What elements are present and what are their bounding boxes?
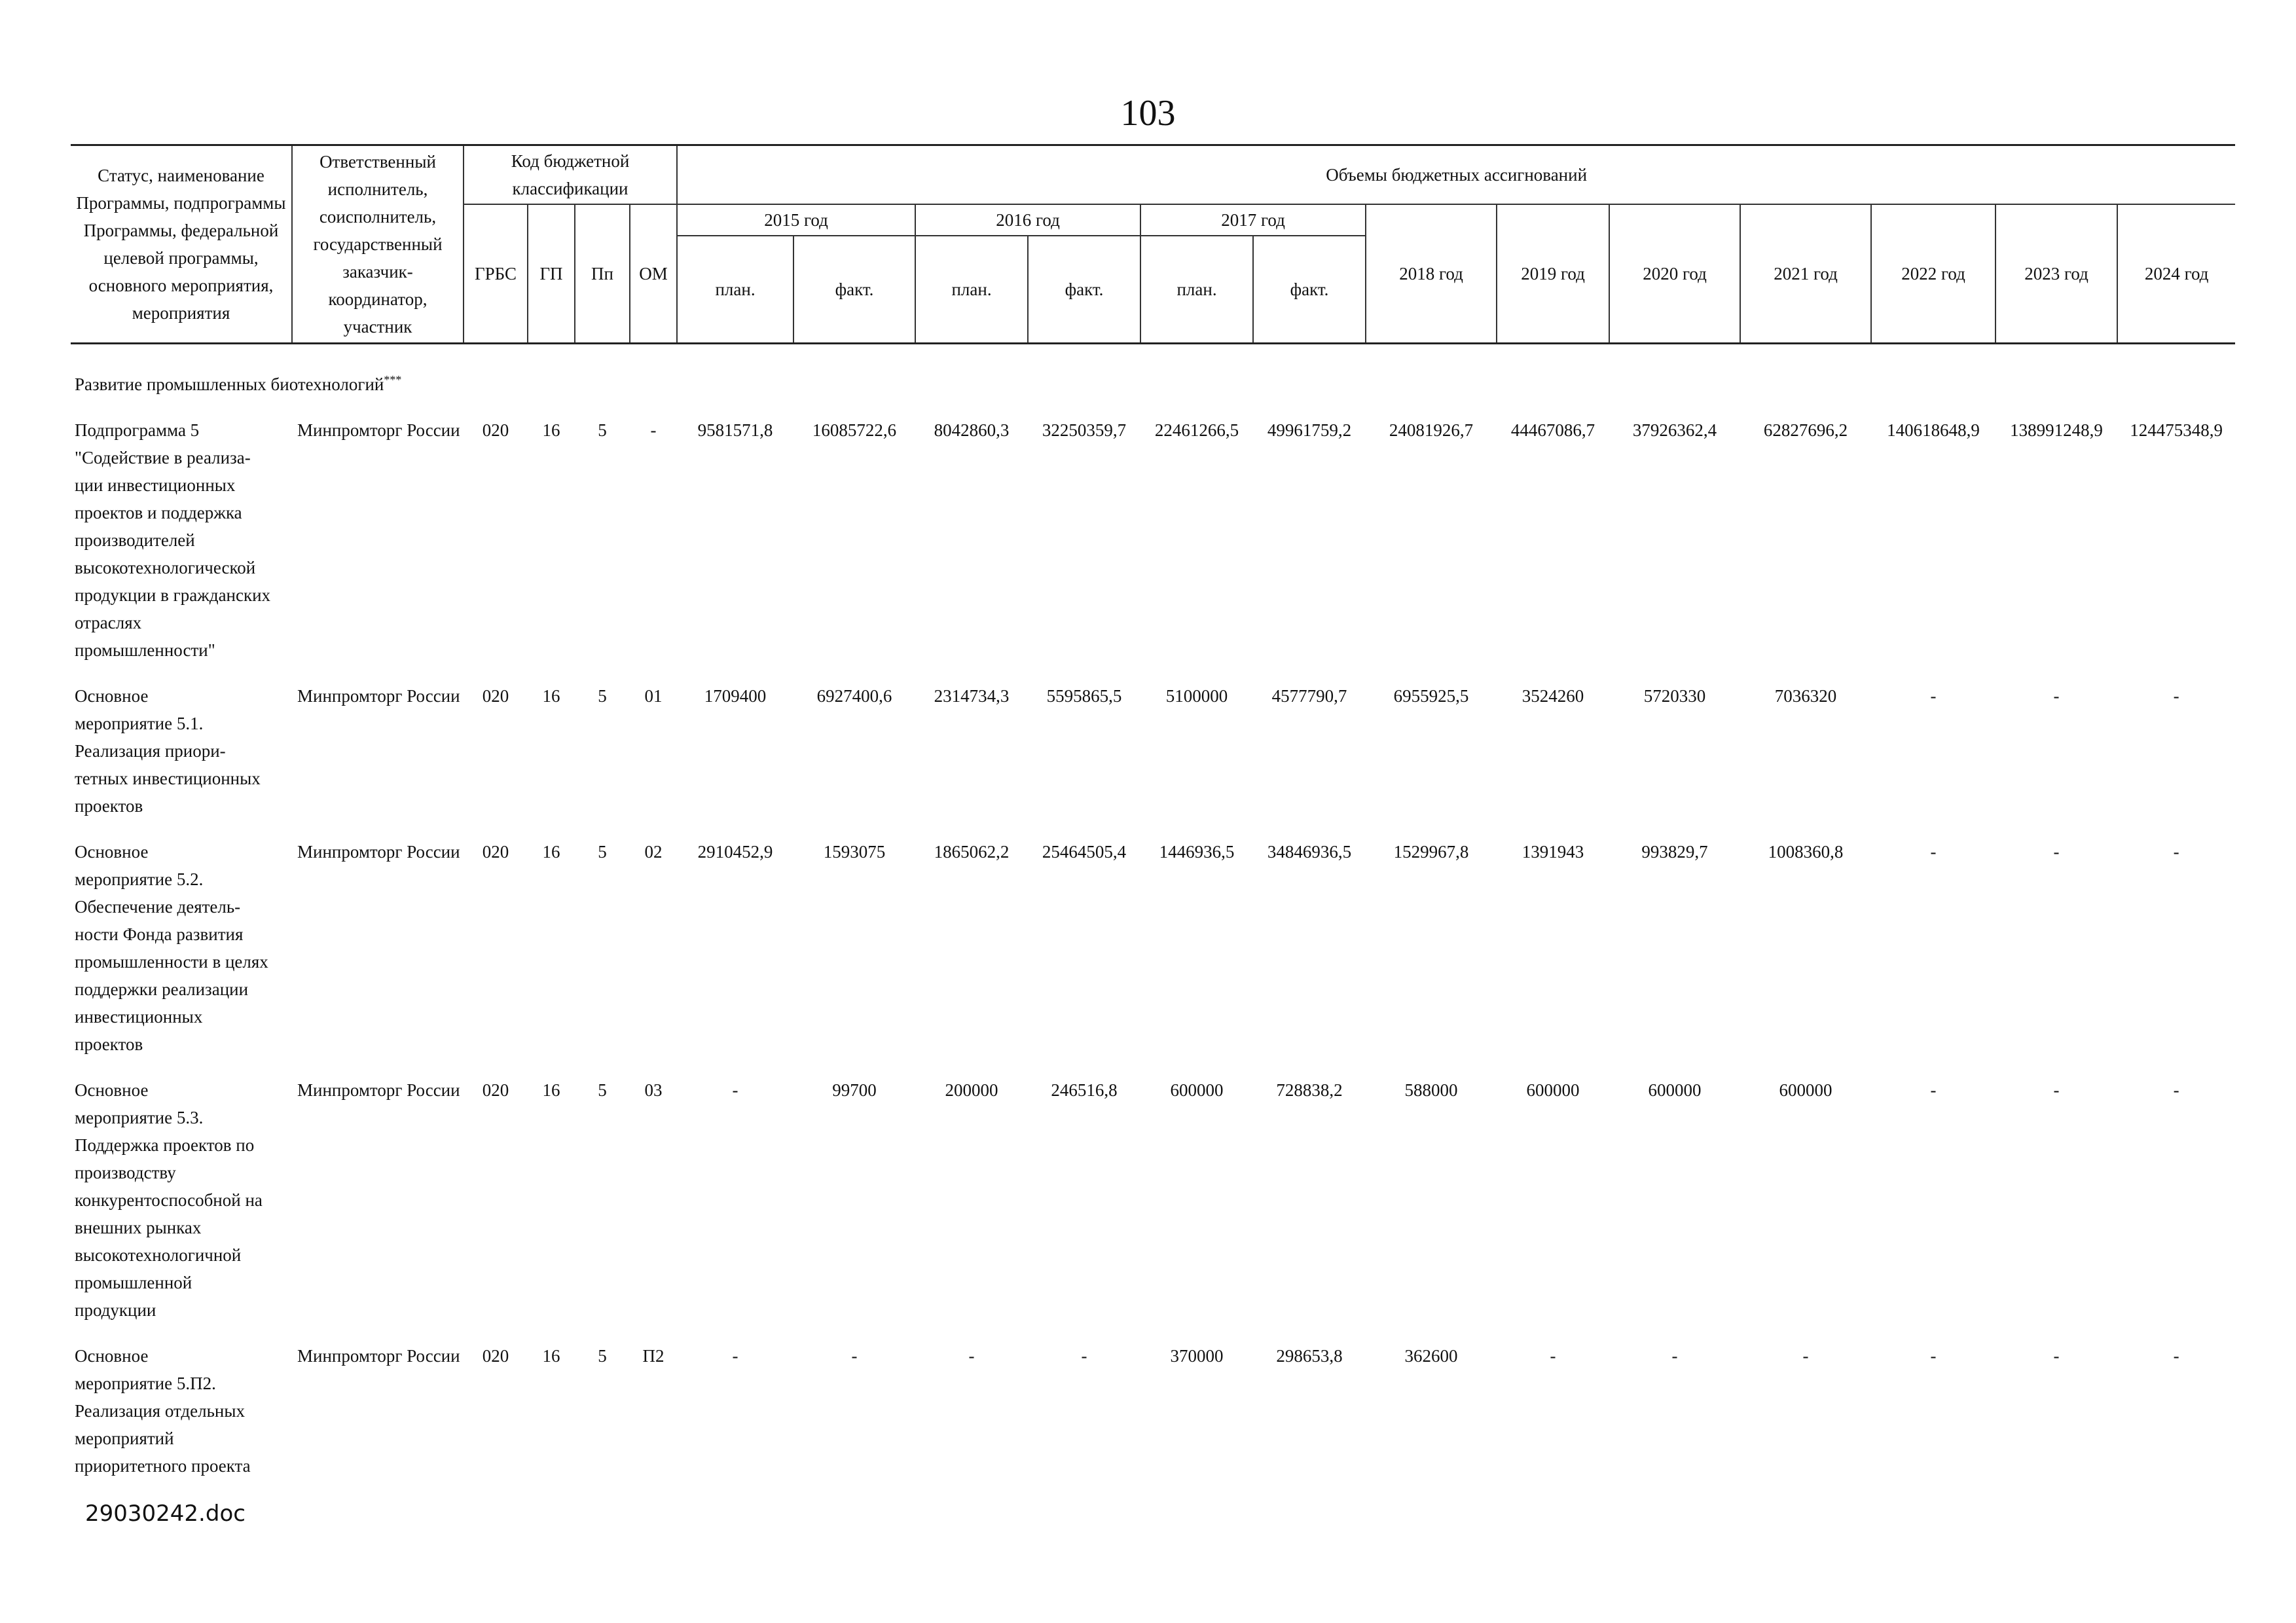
row-name-text: Основное мероприятие 5.1. Реализация приори- тетных инвестиционных проектов bbox=[75, 685, 261, 816]
cell-p2017: 370000 bbox=[1170, 1345, 1224, 1366]
cell-p2015: 1709400 bbox=[704, 685, 767, 706]
cell-gp: 16 bbox=[542, 420, 560, 440]
cell-p2017: 1446936,5 bbox=[1159, 841, 1235, 862]
cell-p2015: - bbox=[732, 1080, 738, 1100]
cell-y2023: - bbox=[2053, 1080, 2060, 1100]
cell-p2016: - bbox=[968, 1345, 975, 1366]
cell-y2022: - bbox=[1930, 841, 1937, 862]
cell-y2018: 1529967,8 bbox=[1393, 841, 1469, 862]
table-row bbox=[71, 1330, 2235, 1486]
cell-y2019: 3524260 bbox=[1522, 685, 1584, 706]
cell-y2021: - bbox=[1802, 1345, 1809, 1366]
cell-y2022: - bbox=[1930, 685, 1937, 706]
cell-p2015: 9581571,8 bbox=[697, 420, 773, 440]
section-row bbox=[71, 343, 2235, 405]
table-header bbox=[71, 145, 2235, 344]
cell-f2015: - bbox=[851, 1345, 858, 1366]
cell-grbs: 020 bbox=[482, 1345, 509, 1366]
cell-y2024: - bbox=[2173, 685, 2179, 706]
cell-f2015: 99700 bbox=[832, 1080, 877, 1100]
cell-f2015: 1593075 bbox=[823, 841, 886, 862]
cell-y2023: - bbox=[2053, 841, 2060, 862]
cell-p2016: 8042860,3 bbox=[934, 420, 1010, 440]
table-row bbox=[71, 826, 2235, 1065]
footer-filename: 29030242.doc bbox=[85, 1501, 246, 1527]
cell-grbs: 020 bbox=[482, 685, 509, 706]
cell-om: - bbox=[650, 420, 657, 440]
row-executor: Минпромторг России bbox=[297, 420, 460, 440]
header-fact-2016: факт. bbox=[1028, 236, 1140, 343]
cell-gp: 16 bbox=[542, 1080, 560, 1100]
row-name bbox=[71, 1330, 292, 1486]
section-footnote-mark: *** bbox=[384, 373, 402, 386]
cell-y2024: - bbox=[2173, 841, 2179, 862]
row-name bbox=[71, 405, 292, 670]
header-year-2022: 2022 год bbox=[1871, 204, 1995, 343]
cell-p2017: 22461266,5 bbox=[1154, 420, 1239, 440]
header-pp: Пп bbox=[575, 204, 630, 343]
cell-f2015: 6927400,6 bbox=[816, 685, 892, 706]
table-row bbox=[71, 1065, 2235, 1330]
cell-y2022: 140618648,9 bbox=[1887, 420, 1980, 440]
cell-y2018: 588000 bbox=[1404, 1080, 1458, 1100]
row-name-text: Основное мероприятие 5.2. Обеспечение деятель- ности Фонда развития промышленности в целях поддержки реализации инвестиционных проектов bbox=[75, 841, 268, 1054]
section-title-cell bbox=[71, 343, 464, 405]
header-status-name: Статус, наименование Программы, подпрограммы Программы, федеральной целевой программы, основного мероприятия, мероприятия bbox=[71, 145, 292, 344]
row-name-text: Основное мероприятие 5.3. Поддержка проектов по производству конкурентоспособной на внешних рынках высокотехнологичной промышленной продукции bbox=[75, 1080, 263, 1320]
header-year-2015: 2015 год bbox=[677, 204, 915, 236]
cell-y2023: - bbox=[2053, 685, 2060, 706]
cell-y2019: 1391943 bbox=[1522, 841, 1584, 862]
cell-f2017: 298653,8 bbox=[1276, 1345, 1343, 1366]
header-om: ОМ bbox=[630, 204, 677, 343]
cell-y2019: 600000 bbox=[1526, 1080, 1580, 1100]
cell-gp: 16 bbox=[542, 841, 560, 862]
header-volumes: Объемы бюджетных ассигнований bbox=[677, 145, 2235, 205]
row-name-text: Подпрограмма 5 "Содействие в реализа- ции инвестиционных проектов и поддержка производителей высокотехнологической продукции в гражданских отраслях промышленности" bbox=[75, 420, 271, 660]
header-year-2018: 2018 год bbox=[1366, 204, 1497, 343]
cell-y2020: 5720330 bbox=[1643, 685, 1706, 706]
cell-y2021: 7036320 bbox=[1774, 685, 1837, 706]
cell-y2024: - bbox=[2173, 1080, 2179, 1100]
cell-y2018: 24081926,7 bbox=[1389, 420, 1474, 440]
cell-f2016: 5595865,5 bbox=[1046, 685, 1122, 706]
cell-p2016: 1865062,2 bbox=[934, 841, 1010, 862]
cell-grbs: 020 bbox=[482, 420, 509, 440]
row-executor: Минпромторг России bbox=[297, 841, 460, 862]
header-fact-2015: факт. bbox=[793, 236, 915, 343]
cell-f2017: 4577790,7 bbox=[1271, 685, 1347, 706]
row-name-text: Основное мероприятие 5.П2. Реализация отдельных мероприятий приоритетного проекта bbox=[75, 1345, 251, 1476]
header-gp: ГП bbox=[528, 204, 575, 343]
cell-f2016: 32250359,7 bbox=[1042, 420, 1127, 440]
table-row bbox=[71, 670, 2235, 826]
header-fact-2017: факт. bbox=[1253, 236, 1366, 343]
header-year-2024: 2024 год bbox=[2117, 204, 2235, 343]
row-name bbox=[71, 826, 292, 1065]
table-row bbox=[71, 405, 2235, 670]
cell-p2017: 5100000 bbox=[1165, 685, 1228, 706]
cell-p2015: - bbox=[732, 1345, 738, 1366]
cell-y2020: - bbox=[1671, 1345, 1678, 1366]
cell-pp: 5 bbox=[598, 1080, 607, 1100]
cell-pp: 5 bbox=[598, 685, 607, 706]
cell-om: 02 bbox=[644, 841, 663, 862]
row-executor: Минпромторг России bbox=[297, 1345, 460, 1366]
cell-p2016: 2314734,3 bbox=[934, 685, 1010, 706]
cell-grbs: 020 bbox=[482, 841, 509, 862]
cell-grbs: 020 bbox=[482, 1080, 509, 1100]
cell-y2021: 62827696,2 bbox=[1763, 420, 1848, 440]
header-year-2017: 2017 год bbox=[1140, 204, 1366, 236]
row-name bbox=[71, 1065, 292, 1330]
header-year-2020: 2020 год bbox=[1609, 204, 1740, 343]
header-responsible: Ответственный исполнитель, соисполнитель, государственный заказчик-координатор, участник bbox=[292, 145, 464, 344]
cell-y2023: 138991248,9 bbox=[2010, 420, 2103, 440]
cell-y2019: - bbox=[1550, 1345, 1556, 1366]
header-year-2021: 2021 год bbox=[1740, 204, 1871, 343]
cell-p2017: 600000 bbox=[1170, 1080, 1224, 1100]
header-budget-code: Код бюджетной классификации bbox=[464, 145, 677, 205]
cell-y2018: 6955925,5 bbox=[1393, 685, 1469, 706]
header-year-2016: 2016 год bbox=[915, 204, 1140, 236]
cell-y2020: 600000 bbox=[1648, 1080, 1702, 1100]
cell-p2016: 200000 bbox=[945, 1080, 998, 1100]
cell-pp: 5 bbox=[598, 1345, 607, 1366]
cell-f2016: 246516,8 bbox=[1051, 1080, 1118, 1100]
cell-om: П2 bbox=[642, 1345, 665, 1366]
cell-gp: 16 bbox=[542, 1345, 560, 1366]
cell-y2024: 124475348,9 bbox=[2130, 420, 2223, 440]
cell-om: 01 bbox=[644, 685, 663, 706]
cell-f2016: - bbox=[1081, 1345, 1087, 1366]
cell-gp: 16 bbox=[542, 685, 560, 706]
row-executor: Минпромторг России bbox=[297, 685, 460, 706]
cell-y2020: 993829,7 bbox=[1641, 841, 1708, 862]
header-year-2023: 2023 год bbox=[1995, 204, 2117, 343]
row-executor: Минпромторг России bbox=[297, 1080, 460, 1100]
cell-f2015: 16085722,6 bbox=[812, 420, 897, 440]
cell-om: 03 bbox=[644, 1080, 663, 1100]
cell-y2020: 37926362,4 bbox=[1632, 420, 1717, 440]
header-plan-2017: план. bbox=[1140, 236, 1253, 343]
cell-f2016: 25464505,4 bbox=[1042, 841, 1127, 862]
cell-y2021: 600000 bbox=[1779, 1080, 1832, 1100]
cell-pp: 5 bbox=[598, 420, 607, 440]
table-body bbox=[71, 343, 2235, 1486]
cell-y2024: - bbox=[2173, 1345, 2179, 1366]
cell-f2017: 49961759,2 bbox=[1267, 420, 1352, 440]
header-year-2019: 2019 год bbox=[1497, 204, 1609, 343]
header-plan-2016: план. bbox=[915, 236, 1028, 343]
header-grbs: ГРБС bbox=[464, 204, 528, 343]
cell-y2022: - bbox=[1930, 1080, 1937, 1100]
cell-y2021: 1008360,8 bbox=[1768, 841, 1844, 862]
cell-f2017: 728838,2 bbox=[1276, 1080, 1343, 1100]
cell-y2018: 362600 bbox=[1404, 1345, 1458, 1366]
budget-table bbox=[71, 144, 2235, 1486]
cell-pp: 5 bbox=[598, 841, 607, 862]
cell-p2015: 2910452,9 bbox=[697, 841, 773, 862]
row-name bbox=[71, 670, 292, 826]
cell-y2023: - bbox=[2053, 1345, 2060, 1366]
header-plan-2015: план. bbox=[677, 236, 793, 343]
cell-f2017: 34846936,5 bbox=[1267, 841, 1352, 862]
page-number: 103 bbox=[1120, 93, 1176, 134]
section-title: Развитие промышленных биотехнологий bbox=[75, 374, 384, 394]
cell-y2022: - bbox=[1930, 1345, 1937, 1366]
cell-y2019: 44467086,7 bbox=[1510, 420, 1595, 440]
